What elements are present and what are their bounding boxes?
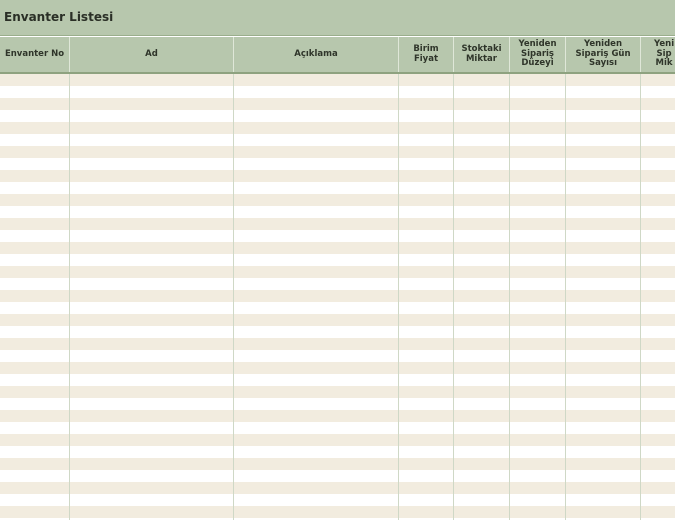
table-row[interactable] bbox=[0, 314, 675, 326]
table-row[interactable] bbox=[0, 182, 675, 194]
table-row[interactable] bbox=[0, 470, 675, 482]
table-row[interactable] bbox=[0, 194, 675, 206]
table-body bbox=[0, 74, 675, 520]
table-row[interactable] bbox=[0, 266, 675, 278]
sheet-title-bar bbox=[0, 0, 675, 36]
sheet-title: Envanter Listesi bbox=[4, 10, 114, 24]
table-row[interactable] bbox=[0, 350, 675, 362]
column-divider bbox=[398, 74, 399, 520]
column-header-yeniden-siparis-gun-sayisi[interactable]: Yeniden Sipariş Gün Sayısı bbox=[566, 37, 641, 72]
table-row[interactable] bbox=[0, 122, 675, 134]
table-row[interactable] bbox=[0, 422, 675, 434]
table-row[interactable] bbox=[0, 482, 675, 494]
table-row[interactable] bbox=[0, 230, 675, 242]
column-divider bbox=[69, 74, 70, 520]
table-row[interactable] bbox=[0, 98, 675, 110]
table-row[interactable] bbox=[0, 434, 675, 446]
column-header-yeni-siparis-miktari[interactable]: Yeni Sip Mik bbox=[641, 37, 675, 72]
table-row[interactable] bbox=[0, 170, 675, 182]
table-row[interactable] bbox=[0, 458, 675, 470]
table-row[interactable] bbox=[0, 242, 675, 254]
column-header-yeniden-siparis-duzeyi[interactable]: Yeniden Sipariş Düzeyi bbox=[510, 37, 566, 72]
table-row[interactable] bbox=[0, 86, 675, 98]
table-row[interactable] bbox=[0, 326, 675, 338]
table-row[interactable] bbox=[0, 386, 675, 398]
column-divider bbox=[640, 74, 641, 520]
table-header bbox=[0, 37, 675, 74]
table-row[interactable] bbox=[0, 206, 675, 218]
table-row[interactable] bbox=[0, 446, 675, 458]
table-row[interactable] bbox=[0, 218, 675, 230]
table-row[interactable] bbox=[0, 410, 675, 422]
table-row[interactable] bbox=[0, 374, 675, 386]
column-header-birim-fiyat[interactable]: Birim Fiyat bbox=[399, 37, 454, 72]
table-row[interactable] bbox=[0, 110, 675, 122]
column-divider bbox=[453, 74, 454, 520]
table-row[interactable] bbox=[0, 254, 675, 266]
table-row[interactable] bbox=[0, 74, 675, 86]
column-header-aciklama[interactable]: Açıklama bbox=[234, 37, 399, 72]
column-header-ad[interactable]: Ad bbox=[70, 37, 234, 72]
column-divider bbox=[565, 74, 566, 520]
table-row[interactable] bbox=[0, 494, 675, 506]
column-divider bbox=[509, 74, 510, 520]
table-row[interactable] bbox=[0, 290, 675, 302]
table-row[interactable] bbox=[0, 158, 675, 170]
table-row[interactable] bbox=[0, 278, 675, 290]
column-divider bbox=[233, 74, 234, 520]
table-row[interactable] bbox=[0, 302, 675, 314]
table-row[interactable] bbox=[0, 134, 675, 146]
table-row[interactable] bbox=[0, 338, 675, 350]
column-header-stoktaki-miktar[interactable]: Stoktaki Miktar bbox=[454, 37, 510, 72]
column-header-envanter-no[interactable]: Envanter No bbox=[0, 37, 70, 72]
table-row[interactable] bbox=[0, 362, 675, 374]
table-row[interactable] bbox=[0, 506, 675, 518]
table-row[interactable] bbox=[0, 398, 675, 410]
table-row[interactable] bbox=[0, 146, 675, 158]
